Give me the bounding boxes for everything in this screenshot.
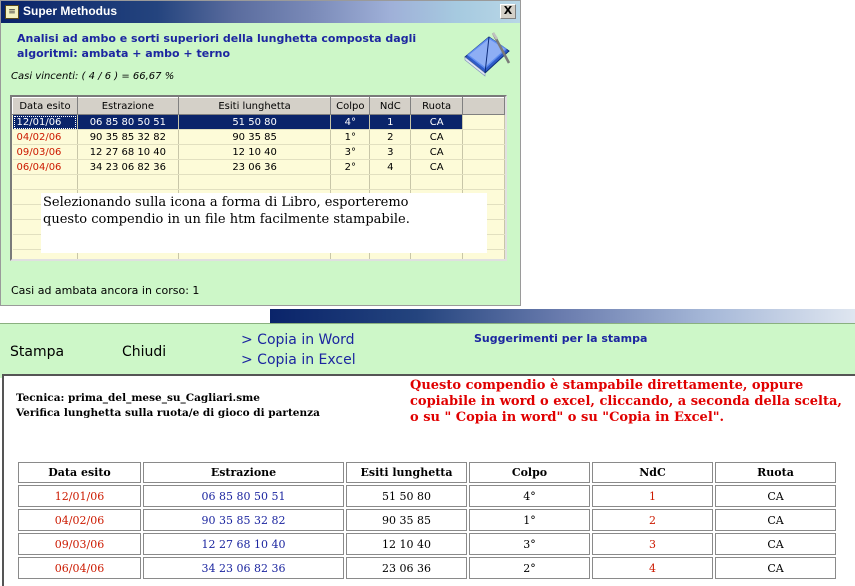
export-note-line-2: questo compendio in un file htm facilmente stampabile. [43, 212, 410, 227]
cell-esiti: 90 35 85 [178, 130, 331, 145]
report-cell-ruota: CA [715, 557, 836, 579]
table-row[interactable] [13, 130, 505, 145]
report-cell-estrazione: 12 27 68 10 40 [143, 533, 344, 555]
cell-data-esito: 12/01/06 [13, 115, 78, 130]
report-cell-ndc: 3 [592, 533, 713, 555]
verification-label: Verifica lunghetta sulla ruota/e di gioco di partenza [16, 407, 320, 419]
cell-data-esito: 09/03/06 [13, 145, 78, 160]
table-row[interactable] [13, 145, 505, 160]
winning-cases-label: Casi vincenti: ( 4 / 6 ) = 66,67 % [11, 71, 175, 82]
print-toolbar [0, 323, 855, 378]
col-header-estrazione[interactable]: Estrazione [77, 98, 178, 115]
col-header-data-esito[interactable]: Data esito [13, 98, 78, 115]
cell-colpo: 1° [331, 130, 370, 145]
cell-filler [463, 145, 505, 160]
report-cell-data-esito: 04/02/06 [18, 509, 141, 531]
print-note-line-1: Questo compendio è stampabile direttamente, oppure [410, 378, 804, 393]
report-cell-ruota: CA [715, 485, 836, 507]
book-icon[interactable] [459, 27, 515, 77]
report-cell-estrazione: 90 35 85 32 82 [143, 509, 344, 531]
report-cell-ruota: CA [715, 509, 836, 531]
cell-esiti: 51 50 80 [178, 115, 331, 130]
cell-estrazione: 06 85 80 50 51 [77, 115, 178, 130]
report-cell-colpo: 1° [469, 509, 590, 531]
ambata-in-progress-label: Casi ad ambata ancora in corso: 1 [11, 284, 200, 297]
close-button[interactable]: Chiudi [122, 344, 167, 360]
report-cell-ruota: CA [715, 533, 836, 555]
cell-esiti: 23 06 36 [178, 160, 331, 175]
cell-estrazione: 34 23 06 82 36 [77, 160, 178, 175]
report-cell-data-esito: 12/01/06 [18, 485, 141, 507]
copy-to-excel-button[interactable]: > Copia in Excel [241, 352, 356, 368]
table-row [18, 533, 836, 555]
report-cell-data-esito: 06/04/06 [18, 557, 141, 579]
report-col-ruota: Ruota [715, 462, 836, 483]
report-cell-esiti: 51 50 80 [346, 485, 467, 507]
copy-to-word-button[interactable]: > Copia in Word [241, 332, 355, 348]
report-cell-data-esito: 09/03/06 [18, 533, 141, 555]
cell-ndc: 1 [370, 115, 411, 130]
title-strip [270, 309, 855, 324]
cell-esiti: 12 10 40 [178, 145, 331, 160]
report-cell-colpo: 2° [469, 557, 590, 579]
col-header-filler [463, 98, 505, 115]
col-header-colpo[interactable]: Colpo [331, 98, 370, 115]
report-cell-colpo: 3° [469, 533, 590, 555]
print-note-line-2: copiabile in word o excel, cliccando, a seconda della scelta, [410, 394, 842, 409]
report-cell-ndc: 4 [592, 557, 713, 579]
report-cell-ndc: 2 [592, 509, 713, 531]
report-cell-esiti: 23 06 36 [346, 557, 467, 579]
cell-filler [463, 160, 505, 175]
cell-filler [463, 130, 505, 145]
report-col-estrazione: Estrazione [143, 462, 344, 483]
cell-estrazione: 12 27 68 10 40 [77, 145, 178, 160]
analysis-window [0, 0, 521, 306]
print-note-line-3: o su " Copia in word" o su "Copia in Excel". [410, 410, 725, 425]
report-cell-estrazione: 34 23 06 82 36 [143, 557, 344, 579]
report-col-ndc: NdC [592, 462, 713, 483]
app-icon: ≡ [5, 5, 19, 19]
cell-filler [463, 115, 505, 130]
print-note [410, 378, 850, 426]
table-row[interactable] [13, 115, 505, 130]
cell-ruota: CA [411, 115, 463, 130]
export-note-line-1: Selezionando sulla icona a forma di Libro, esporteremo [43, 195, 409, 210]
cell-ndc: 3 [370, 145, 411, 160]
window-title: Super Methodus [23, 4, 118, 18]
cell-colpo: 2° [331, 160, 370, 175]
print-preview-window [0, 309, 855, 586]
empty-row [13, 175, 505, 190]
col-header-esiti-lunghetta[interactable]: Esiti lunghetta [178, 98, 331, 115]
table-row [18, 485, 836, 507]
table-row[interactable] [13, 160, 505, 175]
print-tips-link[interactable]: Suggerimenti per la stampa [474, 332, 648, 345]
heading-line-2: algoritmi: ambata + ambo + terno [17, 47, 231, 60]
report-header-row [18, 462, 836, 483]
close-icon[interactable]: X [500, 4, 516, 19]
technique-label: Tecnica: prima_del_mese_su_Cagliari.sme [16, 392, 260, 404]
report-cell-ndc: 1 [592, 485, 713, 507]
title-bar[interactable] [1, 1, 520, 23]
cell-ndc: 2 [370, 130, 411, 145]
col-header-ndc[interactable]: NdC [370, 98, 411, 115]
table-row [18, 509, 836, 531]
cell-data-esito: 06/04/06 [13, 160, 78, 175]
report-cell-esiti: 90 35 85 [346, 509, 467, 531]
report-col-esiti-lunghetta: Esiti lunghetta [346, 462, 467, 483]
print-button[interactable]: Stampa [10, 344, 65, 360]
grid-header-row [13, 98, 505, 115]
cell-colpo: 4° [331, 115, 370, 130]
report-col-data-esito: Data esito [18, 462, 141, 483]
analysis-heading [17, 31, 417, 61]
cell-ruota: CA [411, 145, 463, 160]
report-cell-estrazione: 06 85 80 50 51 [143, 485, 344, 507]
cell-ndc: 4 [370, 160, 411, 175]
report-document [2, 374, 855, 586]
col-header-ruota[interactable]: Ruota [411, 98, 463, 115]
table-row [18, 557, 836, 579]
export-note [41, 193, 487, 253]
report-cell-colpo: 4° [469, 485, 590, 507]
report-table [16, 460, 838, 581]
cell-data-esito: 04/02/06 [13, 130, 78, 145]
cell-ruota: CA [411, 130, 463, 145]
cell-colpo: 3° [331, 145, 370, 160]
report-col-colpo: Colpo [469, 462, 590, 483]
report-cell-esiti: 12 10 40 [346, 533, 467, 555]
cell-ruota: CA [411, 160, 463, 175]
cell-estrazione: 90 35 85 32 82 [77, 130, 178, 145]
heading-line-1: Analisi ad ambo e sorti superiori della lunghetta composta dagli [17, 32, 417, 45]
